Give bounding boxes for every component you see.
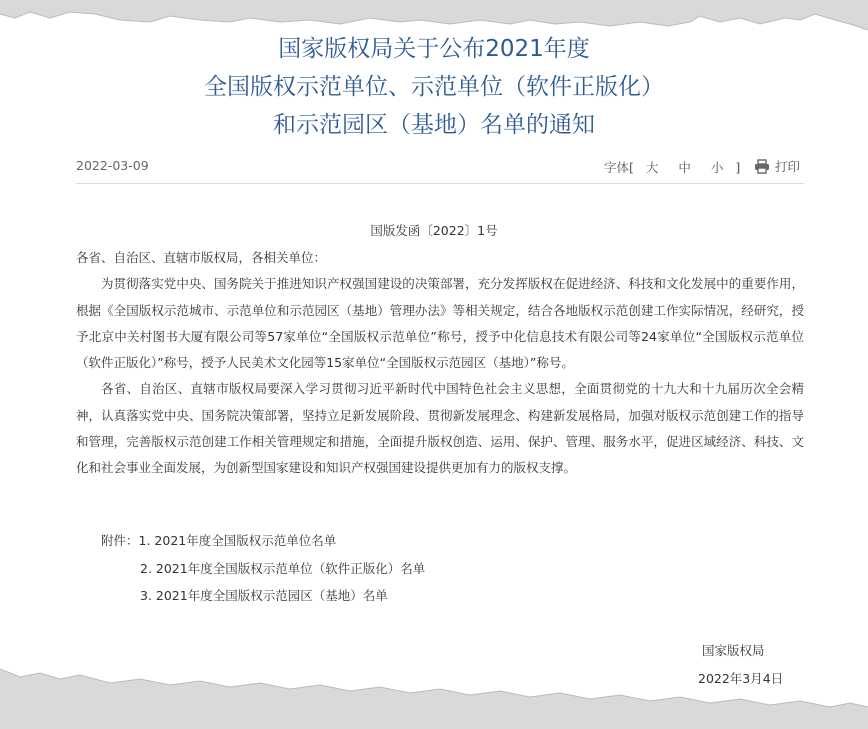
signature-date: 2022年3月4日	[698, 671, 784, 686]
document-body	[76, 245, 804, 482]
torn-edge-bottom	[0, 649, 868, 729]
publish-date: 2022-03-09	[76, 158, 149, 173]
font-size-label: 字体	[604, 160, 630, 175]
paragraph-1: 为贯彻落实党中央、国务院关于推进知识产权强国建设的决策部署，充分发挥版权在促进经济、科技和文化发展中的重要作用，根据《全国版权示范城市、示范单位和示范园区（基地）管理办法》等相关规定，结合各地版权示范创建工作实际情况，经研究，授予北京中关村图书大厦有限公司等57家单位“全国版权示范单位”称号，授予中化信息技术有限公司等24家单位“全国版权示范单位（软件正版化）”称号，授予人民美术文化园等15家单位“全国版权示范园区（基地）”称号。	[76, 276, 804, 371]
attachments	[101, 527, 425, 610]
bracket-close: ]	[735, 160, 741, 175]
document-number: 国版发函〔2022〕1号	[370, 223, 498, 238]
print-button[interactable]	[754, 157, 800, 175]
attachments-label: 附件：	[101, 533, 139, 548]
attachment-item-3: 3. 2021年度全国版权示范园区（基地）名单	[140, 588, 388, 603]
attachment-item-2: 2. 2021年度全国版权示范单位（软件正版化）名单	[140, 560, 426, 576]
bracket-open: [	[629, 160, 634, 175]
header-divider	[76, 183, 804, 184]
font-size-small[interactable]: 小	[710, 160, 724, 175]
title-line-2: 全国版权示范单位、示范单位（软件正版化）	[204, 74, 664, 100]
title-line-1: 国家版权局关于公布2021年度	[278, 36, 590, 62]
page-title	[0, 30, 868, 144]
salutation: 各省、自治区、直辖市版权局，各相关单位：	[76, 250, 327, 265]
print-label: 打印	[775, 159, 801, 174]
paragraph-2: 各省、自治区、直辖市版权局要深入学习贯彻习近平新时代中国特色社会主义思想，全面贯彻党的十九大和十九届历次全会精神，认真落实党中央、国务院决策部署，坚持立足新发展阶段、贯彻新发展理念、构建新发展格局，加强对版权示范创建工作的指导和管理，完善版权示范创建工作相关管理规定和措施，全面提升版权创造、运用、保护、管理、服务水平，促进区域经济、科技、文化和社会事业全面发展，为创新型国家建设和知识产权强国建设提供更加有力的版权支撑。	[76, 381, 804, 476]
font-size-large[interactable]: 大	[645, 160, 659, 175]
signature-org: 国家版权局	[702, 643, 765, 658]
printer-icon	[754, 159, 770, 174]
title-line-3: 和示范园区（基地）名单的通知	[273, 112, 595, 138]
font-size-control	[604, 158, 740, 176]
font-size-medium[interactable]: 中	[678, 160, 691, 175]
attachment-item-1: 1. 2021年度全国版权示范单位名单	[138, 533, 337, 548]
